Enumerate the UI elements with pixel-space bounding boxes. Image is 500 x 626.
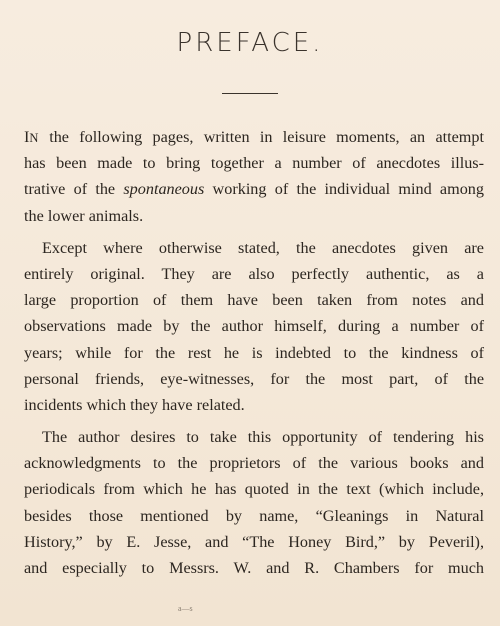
text-line: entirely original. They are also perfectly authentic, as a [24,264,484,283]
text-line: Except where otherwise stated, the anecdotes given are [42,238,484,257]
text-line: History,” by E. Jesse, and “The Honey Bird,” by Peveril), [24,532,484,551]
preface-body [24,124,484,581]
text-line: the lower animals. [24,206,144,225]
text-line: personal friends, eye-witnesses, for the most part, of the [24,369,484,388]
italic-word: spontaneous [123,180,205,199]
smallcaps-letters: N [29,131,39,145]
text-line: The author desires to take this opportunity of tendering his [42,428,484,447]
paragraph-3 [24,424,484,581]
signature-mark: a—s [178,604,193,613]
text-line: besides those mentioned by name, “Gleanings in Natural [24,506,484,525]
title-rule-divider [222,93,278,94]
paragraph-2 [24,235,484,418]
line-text: the following pages, written in leisure moments, an attempt [38,128,484,146]
line-text-pre: trative of the [24,180,124,199]
text-line: observations made by the author himself, during a number of [24,317,484,336]
text-line: large proportion of them have been taken from notes and [24,291,484,310]
page-title: PREFACE. [176,28,324,58]
text-line: periodicals from which he has quoted in the text (which include, [24,480,484,499]
text-line [24,176,484,202]
paragraph-1 [24,124,484,229]
text-line: and especially to Messrs. W. and R. Chambers for much [24,559,484,577]
dropcap-letter: I [24,128,30,146]
line-text-post: working of the individual mind among [204,180,484,199]
text-line: incidents which they have related. [24,395,245,414]
text-line: years; while for the rest he is indebted to the kindness of [24,343,484,362]
text-line [24,124,484,150]
text-line: acknowledgments to the proprietors of the various books and [24,454,484,473]
text-line: has been made to bring together a number of anecdotes illus- [24,154,484,173]
